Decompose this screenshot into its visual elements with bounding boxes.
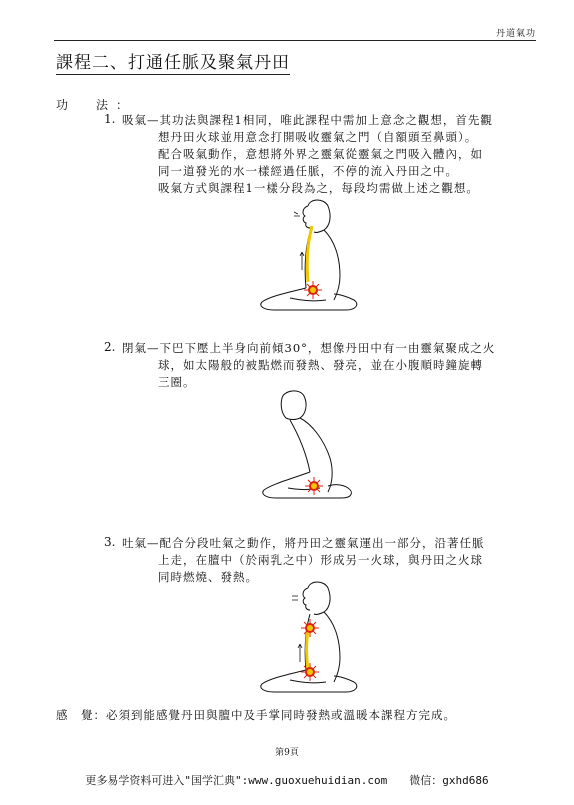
chest-fire-icon (301, 619, 319, 637)
header-rule (54, 40, 536, 41)
figure-exhale (250, 578, 370, 704)
step-1-line-4: 同一道發光的水一樣經過任脈，不停的流入丹田之中。 (158, 164, 458, 178)
page-number: 第9頁 (275, 748, 299, 758)
dantian-fire-icon (305, 477, 323, 495)
step-2-line-1: 閉氣—下巴下壓上半身向前傾30°，想像丹田中有一由靈氣聚成之火 (122, 341, 496, 355)
header-tag: 丹道氣功 (495, 29, 536, 39)
method-label: 功 法： (56, 98, 137, 112)
footer-note: 更多易学资料可进入"国学汇典":www.guoxuehuidian.com 微信：gxhd686 (85, 774, 489, 787)
step-3-number: 3. (104, 535, 116, 549)
step-3-line-3: 同時燃燒、發熱。 (158, 570, 258, 584)
dantian-fire-icon (304, 281, 322, 299)
feeling-note: 感 覺：必須到能感覺丹田與膻中及手掌同時發熱或溫暖本課程方完成。 (56, 708, 456, 722)
dantian-fire-icon (301, 663, 319, 681)
step-2-line-3: 三圈。 (158, 375, 196, 389)
page-title: 課程二、打通任脈及聚氣丹田 (56, 48, 290, 75)
figure-hold (250, 388, 370, 518)
step-1-number: 1. (104, 112, 116, 126)
step-1-line-3: 配合吸氣動作，意想將外界之靈氣從靈氣之門吸入體內，如 (158, 147, 483, 161)
step-1-line-2: 想丹田火球並用意念打開吸收靈氣之門（自額頭至鼻頭）。 (158, 130, 478, 144)
step-3-line-1: 吐氣—配合分段吐氣之動作，將丹田之靈氣運出一部分，沿著任脈 (122, 536, 485, 550)
figure-inhale (250, 196, 370, 326)
flow-path (307, 226, 312, 282)
step-1-line-5: 吸氣方式與課程1一樣分段為之，每段均需做上述之觀想。 (158, 181, 479, 195)
step-1-line-1: 吸氣—其功法與課程1相同，唯此課程中需加上意念之觀想，首先觀 (122, 113, 493, 127)
flow-path (307, 630, 309, 670)
step-3-line-2: 上走，在膻中（於兩乳之中）形成另一火球，與丹田之火球 (158, 553, 483, 567)
step-2-number: 2. (104, 340, 116, 354)
step-2-line-2: 球，如太陽般的被點燃而發熱、發亮，並在小腹順時鐘旋轉 (158, 358, 483, 372)
